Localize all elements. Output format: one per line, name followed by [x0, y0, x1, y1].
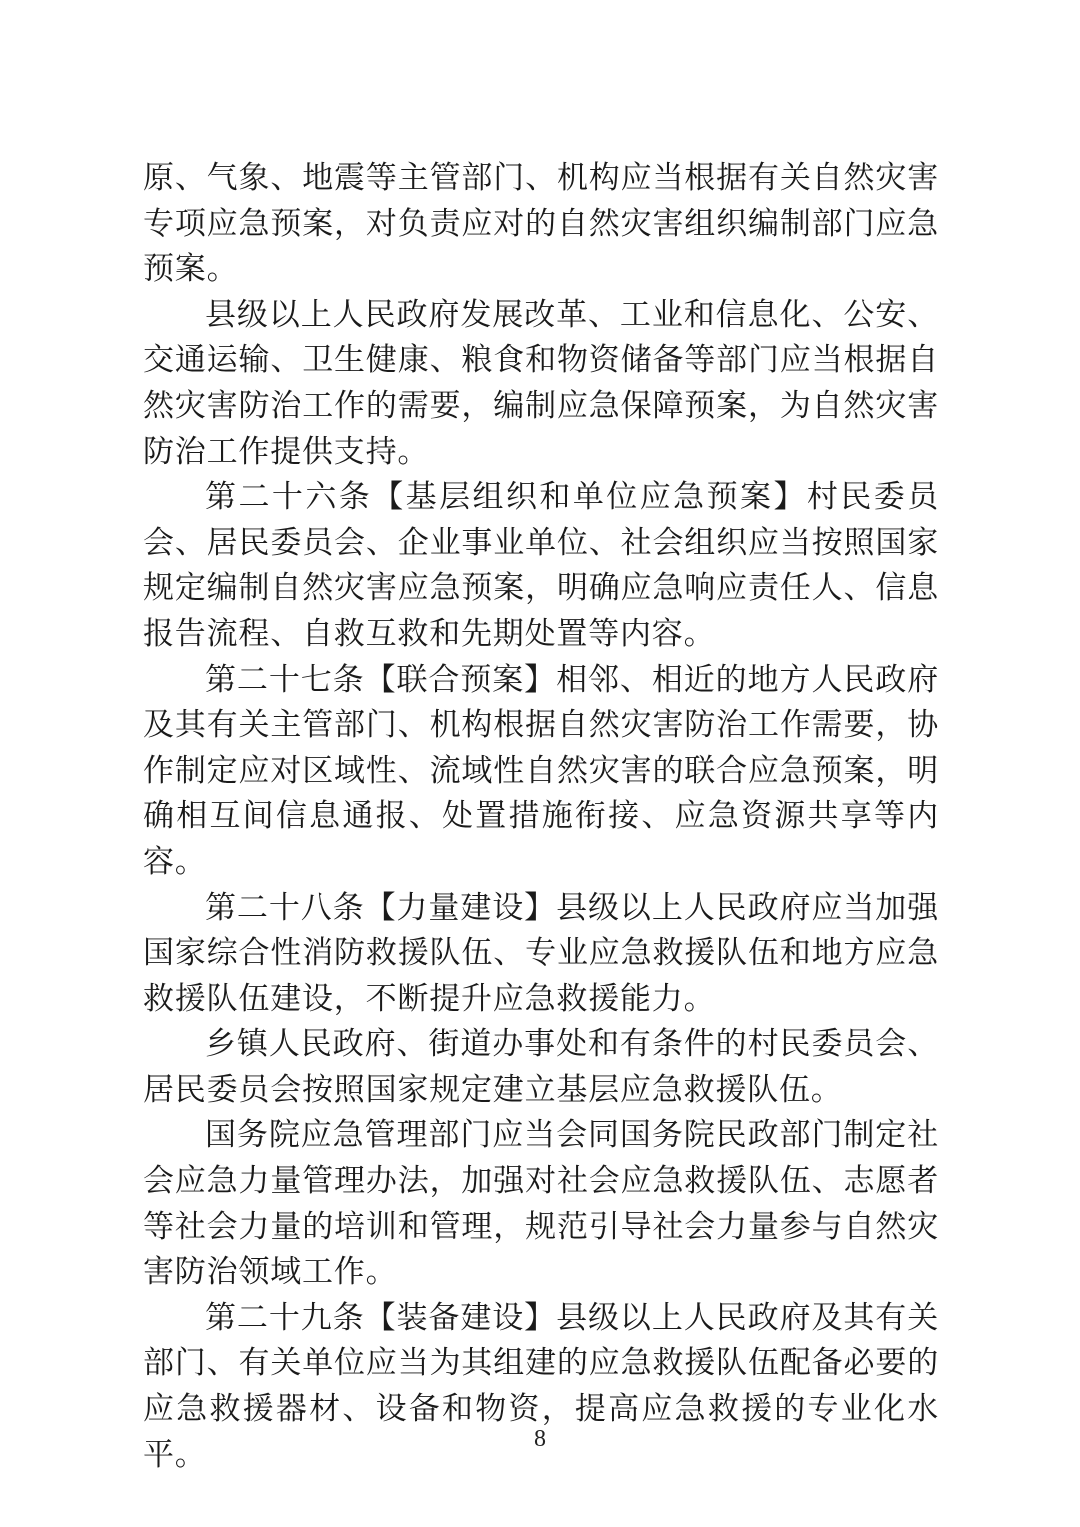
paragraph-article-26: 第二十六条【基层组织和单位应急预案】村民委员会、居民委员会、企业事业单位、社会组织应当按照国家规定编制自然灾害应急预案，明确应急响应责任人、信息报告流程、自救互救和先期处置等内容。	[143, 479, 939, 652]
paragraph-continuation: 原、气象、地震等主管部门、机构应当根据有关自然灾害专项应急预案，对负责应对的自然灾害组织编制部门应急预案。	[143, 160, 939, 288]
paragraph-social-forces: 国务院应急管理部门应当会同国务院民政部门制定社会应急力量管理办法，加强对社会应急救援队伍、志愿者等社会力量的培训和管理，规范引导社会力量参与自然灾害防治领域工作。	[143, 1117, 939, 1291]
paragraph-article-27: 第二十七条【联合预案】相邻、相近的地方人民政府及其有关主管部门、机构根据自然灾害防治工作需要，协作制定应对区域性、流域性自然灾害的联合应急预案，明确相互间信息通报、处置措施衔接、应急资源共享等内容。	[143, 661, 939, 880]
paragraph-grassroots-teams: 乡镇人民政府、街道办事处和有条件的村民委员会、居民委员会按照国家规定建立基层应急救援队伍。	[143, 1026, 939, 1108]
document-body	[143, 156, 939, 1478]
paragraph-article-28: 第二十八条【力量建设】县级以上人民政府应当加强国家综合性消防救援队伍、专业应急救援队伍和地方应急救援队伍建设，不断提升应急救援能力。	[143, 889, 939, 1017]
paragraph-emergency-support-plans: 县级以上人民政府发展改革、工业和信息化、公安、交通运输、卫生健康、粮食和物资储备等部门应当根据自然灾害防治工作的需要，编制应急保障预案，为自然灾害防治工作提供支持。	[143, 296, 939, 470]
page-number: 8	[534, 1426, 546, 1452]
paragraph-article-29: 第二十九条【装备建设】县级以上人民政府及其有关部门、有关单位应当为其组建的应急救援队伍配备必要的应急救援器材、设备和物资，提高应急救援的专业化水平。	[143, 1299, 939, 1473]
